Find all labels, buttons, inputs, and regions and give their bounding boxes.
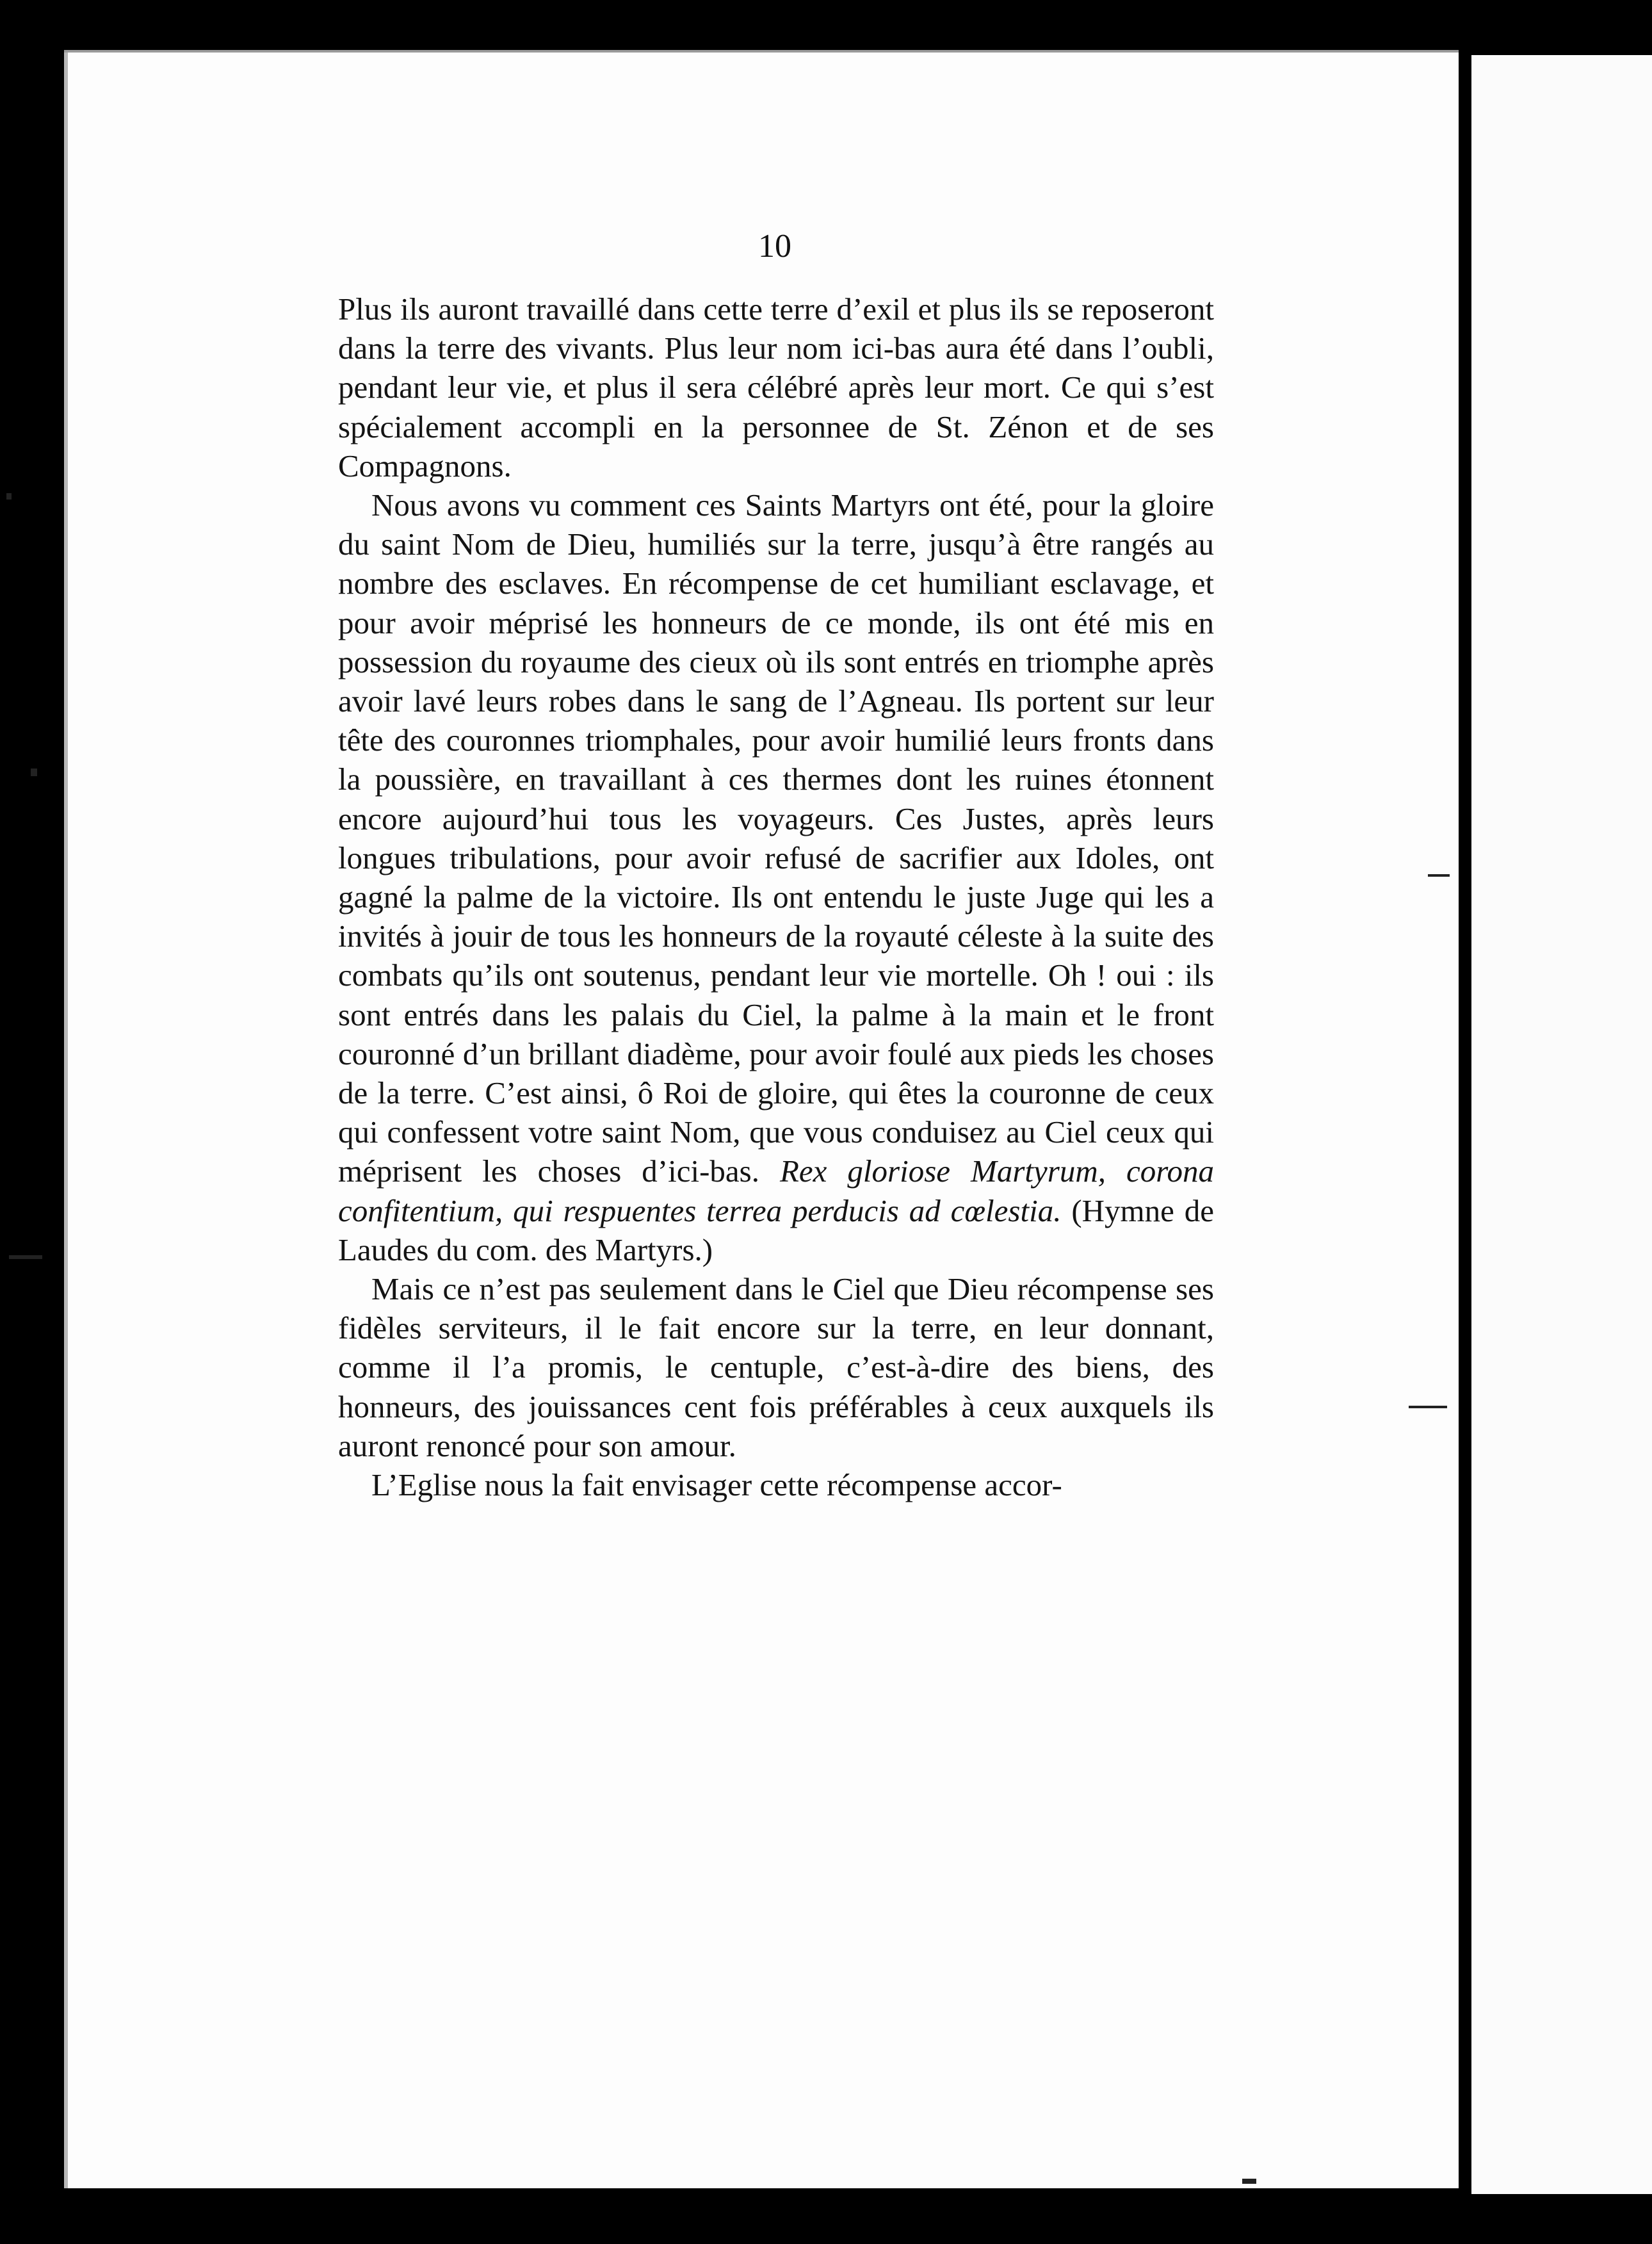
latin-hymn-quote: Rex gloriose Martyrum, corona confitentium, qui respuentes terrea perducis ad cœlestia.: [338, 1153, 1215, 1228]
scan-speck: [1242, 2179, 1256, 2184]
scan-speck: [9, 1255, 42, 1259]
adjacent-page-edge: [1471, 55, 1652, 2194]
scan-speck: [6, 493, 12, 500]
paragraph-3: Mais ce n’est pas seulement dans le Ciel que Dieu récompense ses fidèles serviteurs, il le fait encore sur la terre, en leur donnant, comme il l’a promis, le centuple, c’est-à-dire des biens, des honneurs, des jouissances cent fois préférables à ceux auxquels ils auront renoncé pour son amour.: [338, 1271, 1214, 1463]
scan-speck: [31, 768, 37, 776]
page-gutter: [1459, 53, 1471, 2195]
hymn-citation: (Hymne de Laudes du com. des Martyrs.): [338, 1192, 1214, 1267]
paragraph-1: Plus ils auront travaillé dans cette terre d’exil et plus ils se reposeront dans la terre des vivants. Plus leur nom ici-bas aura été dans l’oubli, pendant leur vie, et plus il sera célébré après leur mort. Ce qui s’est spécialement accompli en la personnee de St. Zénon et de ses Compagnons.: [338, 291, 1214, 484]
paragraph-2: [338, 485, 1214, 1269]
paragraph-2-text: Nous avons vu comment ces Saints Martyrs ont été, pour la gloire du saint Nom de Dieu, humiliés sur la terre, jusqu’à être rangés au nombre des esclaves. En récompense de cet humiliant esclavage, et pour avoir méprisé les honneurs de ce monde, ils ont été mis en possession du royaume des cieux où ils sont entrés en triomphe après avoir lavé leurs robes dans le sang de l’Agneau. Ils portent sur leur tête des couronnes triomphales, pour avoir humilié leurs fronts dans la poussière, en travaillant à ces thermes dont les ruines étonnent encore aujourd’hui tous les voyageurs. Ces Justes, après leurs longues tribulations, pour avoir refusé de sacrifier aux Idoles, ont gagné la palme de la victoire. Ils ont entendu le juste Juge qui les a invités à jouir de tous les honneurs de la royauté céleste à la suite des combats qu’ils ont soutenus, pendant leur vie mortelle. Oh ! oui : ils sont entrés dans les palais du Ciel, la palme à la main et le front couronné d’un brillant diadème, pour avoir foulé aux pieds les choses de la terre. C’est ainsi, ô Roi de gloire, qui êtes la couronne de ceux qui confessent votre saint Nom, que vous conduisez au Ciel ceux qui méprisent les choses d’ici-bas.: [338, 487, 1214, 1189]
paragraph-4: L’Eglise nous la fait envisager cette récompense accor-: [371, 1467, 1062, 1503]
scan-speck: [1428, 874, 1450, 877]
page-number: 10: [758, 228, 791, 264]
scan-speck: [1409, 1406, 1447, 1408]
body-text: [338, 289, 1214, 1504]
